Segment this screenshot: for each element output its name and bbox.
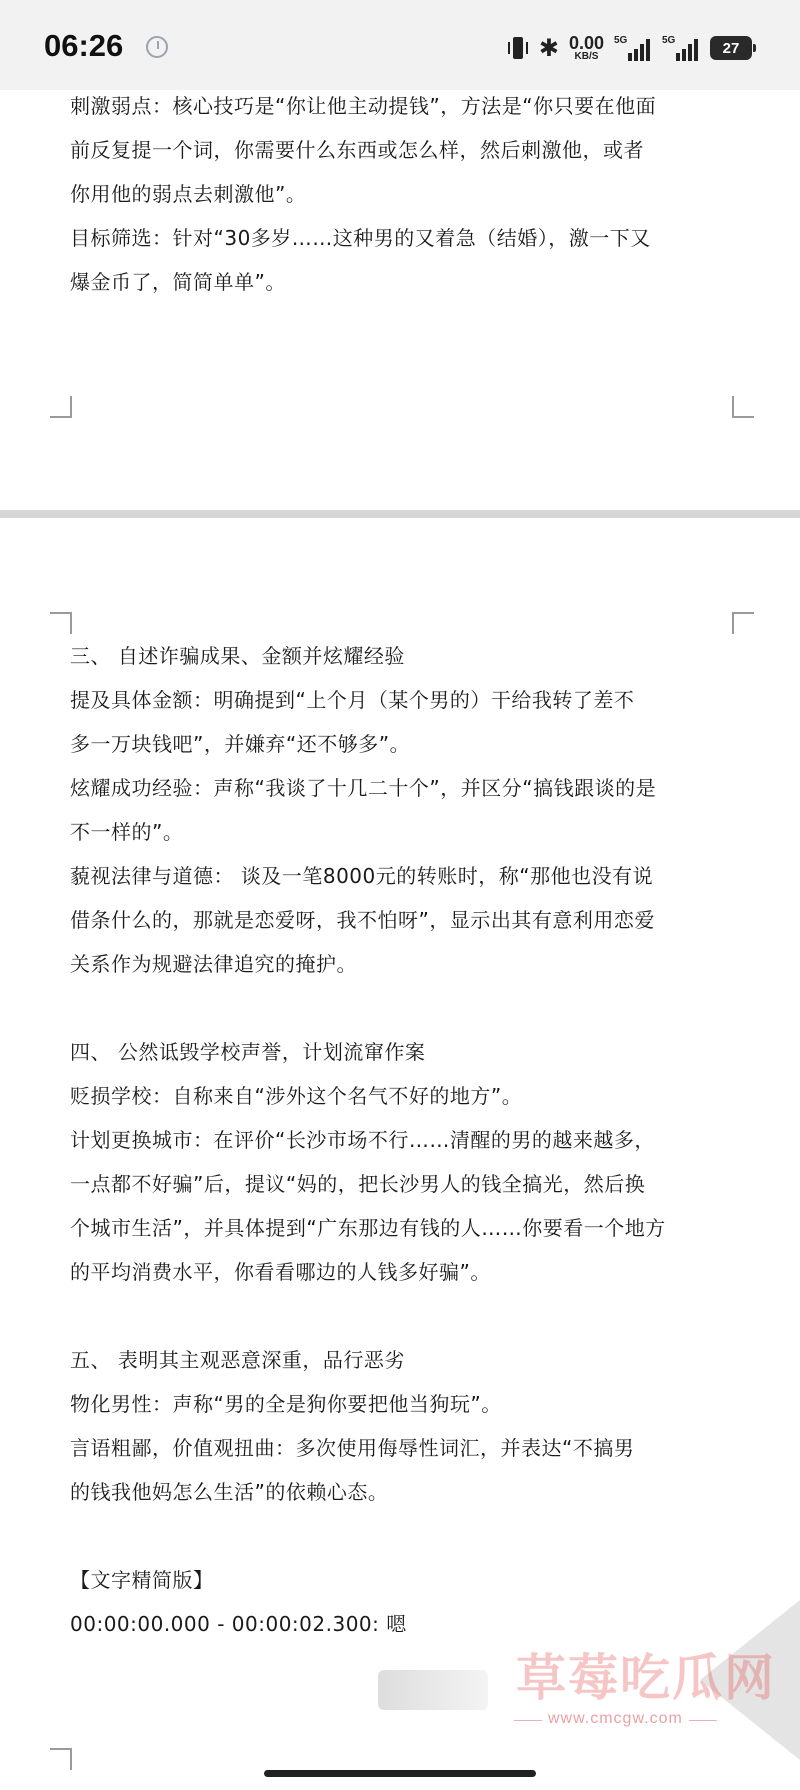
page-corner-mark	[50, 1748, 72, 1770]
status-bar	[0, 0, 800, 90]
watermark-logo: 草莓吃瓜网	[516, 1649, 776, 1707]
doc-line: 藐视法律与道德： 谈及一笔8000元的转账时，称“那他也没有说	[70, 864, 654, 888]
page-corner-mark	[732, 396, 754, 418]
signal-sim1-icon	[614, 35, 652, 61]
doc-line: 目标筛选：针对“30多岁……这种男的又着急（结婚），激一下又	[70, 226, 651, 250]
doc-line: 刺激弱点：核心技巧是“你让他主动提钱”，方法是“你只要在他面	[70, 94, 657, 118]
doc-line: 言语粗鄙，价值观扭曲：多次使用侮辱性词汇，并表达“不搞男	[70, 1436, 635, 1460]
watermark-url: www.cmcgw.com	[548, 1710, 683, 1727]
doc-line: 个城市生活”，并具体提到“广东那边有钱的人……你要看一个地方	[70, 1216, 666, 1240]
network-speed-value: 0.00	[568, 33, 604, 53]
blurred-overlay	[378, 1670, 488, 1710]
simplified-version-title: 【文字精简版】	[70, 1568, 214, 1592]
doc-line: 不一样的”。	[70, 820, 184, 844]
doc-line: 关系作为规避法律追究的掩护。	[70, 952, 357, 976]
doc-line: 一点都不好骗”后，提议“妈的，把长沙男人的钱全搞光，然后换	[70, 1172, 646, 1196]
page-separator	[0, 510, 800, 518]
doc-line: 物化男性：声称“男的全是狗你要把他当狗玩”。	[70, 1392, 502, 1416]
document-page-1-text	[70, 84, 750, 304]
battery-icon: 27	[710, 36, 752, 60]
doc-line: 爆金币了，简简单单”。	[70, 270, 286, 294]
page-corner-mark	[50, 396, 72, 418]
alarm-clock-icon	[146, 36, 168, 58]
section-heading: 三、 自述诈骗成果、金额并炫耀经验	[70, 644, 405, 668]
page-corner-mark	[50, 612, 72, 634]
section-heading: 四、 公然诋毁学校声誉，计划流窜作案	[70, 1040, 426, 1064]
sim2-network-label: 5G	[662, 35, 676, 46]
status-time: 06:26	[44, 28, 124, 63]
network-speed-unit: KB/S	[574, 51, 599, 62]
doc-line: 前反复提一个词，你需要什么东西或怎么样，然后刺激他，或者	[70, 138, 644, 162]
doc-line: 炫耀成功经验：声称“我谈了十几二十个”，并区分“搞钱跟谈的是	[70, 776, 657, 800]
doc-line: 贬损学校：自称来自“涉外这个名气不好的地方”。	[70, 1084, 523, 1108]
page-corner-mark	[732, 612, 754, 634]
doc-line: 多一万块钱吧”，并嫌弃“还不够多”。	[70, 732, 411, 756]
signal-sim2-icon	[662, 35, 700, 61]
sim1-network-label: 5G	[614, 35, 628, 46]
doc-line: 的钱我他妈怎么生活”的依赖心态。	[70, 1480, 389, 1504]
home-indicator[interactable]	[264, 1770, 536, 1777]
bluetooth-icon: ✱	[538, 34, 559, 62]
doc-line: 的平均消费水平，你看看哪边的人钱多好骗”。	[70, 1260, 491, 1284]
vibrate-icon	[507, 35, 529, 61]
doc-line: 借条什么的，那就是恋爱呀，我不怕呀”，显示出其有意利用恋爱	[70, 908, 655, 932]
timestamp-line: 00:00:00.000 - 00:00:02.300: 嗯	[70, 1612, 407, 1636]
status-icons	[507, 30, 752, 66]
document-page-2-text	[70, 634, 750, 1646]
section-heading: 五、 表明其主观恶意深重，品行恶劣	[70, 1348, 405, 1372]
doc-line: 你用他的弱点去刺激他”。	[70, 182, 307, 206]
network-speed	[569, 34, 604, 62]
doc-line: 计划更换城市：在评价“长沙市场不行……清醒的男的越来越多，	[70, 1128, 655, 1152]
doc-line: 提及具体金额：明确提到“上个月（某个男的）干给我转了差不	[70, 688, 635, 712]
